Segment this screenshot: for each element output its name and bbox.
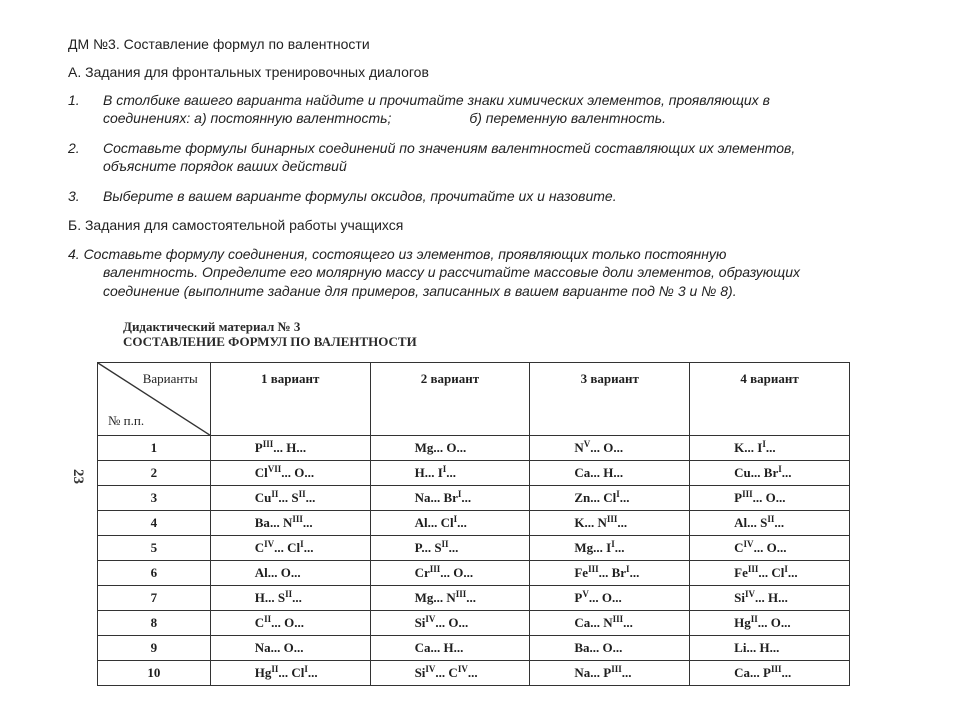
- variant-header-4: 4 вариант: [690, 363, 850, 436]
- element-symbol: H: [768, 590, 779, 605]
- formula-cell-v4: K... $I^I$...: [690, 436, 850, 461]
- formula-cell-v1: $C^{II}$... O...: [210, 611, 370, 636]
- table-row: [98, 561, 850, 586]
- valence-mark: II: [285, 589, 293, 599]
- element-symbol: Ca: [574, 465, 591, 480]
- table-row: [98, 636, 850, 661]
- element-symbol: Ca: [734, 665, 751, 680]
- valence-mark: III: [262, 439, 274, 449]
- valence-mark: III: [292, 514, 303, 524]
- row-number: 2: [98, 461, 211, 486]
- book-title-line-2: СОСТАВЛЕНИЕ ФОРМУЛ ПО ВАЛЕНТНОСТИ: [123, 334, 417, 349]
- element-symbol: I: [606, 540, 612, 555]
- element-symbol: Br: [611, 565, 627, 580]
- formula-cell-v1: Al... O...: [210, 561, 370, 586]
- valence-mark: III: [606, 514, 618, 524]
- element-symbol: N: [446, 590, 456, 605]
- task-3-number: 3.: [68, 188, 80, 204]
- formula-cell-v2: H... $I^I$...: [370, 461, 530, 486]
- valence-mark: I: [626, 564, 630, 574]
- formula-cell-v3: Zn... $Cl^I$...: [530, 486, 690, 511]
- valence-mark: IV: [745, 589, 756, 599]
- element-symbol: K: [574, 515, 585, 530]
- element-symbol: Mg: [574, 540, 594, 555]
- element-symbol: N: [282, 515, 293, 530]
- task-3-line-1: Выберите в вашем варианте формулы оксидов, прочитайте их и назовите.: [103, 188, 617, 204]
- element-symbol: I: [437, 465, 443, 480]
- valence-mark: I: [453, 514, 458, 524]
- formula-cell-v1: Na... O...: [210, 636, 370, 661]
- element-symbol: S: [277, 590, 286, 605]
- formula-cell-v3: $P^V$... O...: [530, 586, 690, 611]
- valence-mark: IV: [264, 539, 275, 549]
- task-2-number: 2.: [68, 140, 80, 156]
- valence-mark: II: [767, 514, 775, 524]
- element-symbol: Fe: [734, 565, 748, 580]
- element-symbol: Zn: [574, 490, 591, 505]
- element-symbol: C: [254, 615, 265, 630]
- element-symbol: O: [446, 440, 457, 455]
- valence-mark: IV: [743, 539, 754, 549]
- element-symbol: C: [254, 540, 265, 555]
- formula-cell-v4: $Fe^{III}$... $Cl^I$...: [690, 561, 850, 586]
- row-number: 7: [98, 586, 211, 611]
- row-number: 10: [98, 661, 211, 686]
- valence-mark: I: [611, 539, 615, 549]
- element-symbol: I: [757, 440, 763, 455]
- valence-mark: I: [784, 564, 788, 574]
- element-symbol: P: [414, 540, 422, 555]
- valence-mark: II: [441, 539, 449, 549]
- row-number: 9: [98, 636, 211, 661]
- element-symbol: C: [448, 665, 458, 680]
- task-1-option-b: б) переменную валентность.: [469, 110, 666, 126]
- element-symbol: Br: [443, 490, 458, 505]
- element-symbol: S: [434, 540, 442, 555]
- corner-label-number: № п.п.: [108, 413, 145, 428]
- element-symbol: Cl: [287, 540, 301, 555]
- formula-cell-v2: Mg... O...: [370, 436, 530, 461]
- element-symbol: O: [601, 590, 612, 605]
- element-symbol: Hg: [254, 665, 272, 680]
- valence-mark: II: [271, 489, 279, 499]
- element-symbol: Fe: [574, 565, 589, 580]
- element-symbol: Ba: [254, 515, 270, 530]
- formula-cell-v2: Na... $Br^I$...: [370, 486, 530, 511]
- valence-mark: II: [298, 489, 306, 499]
- element-symbol: S: [760, 515, 768, 530]
- valence-mark: III: [747, 564, 759, 574]
- element-symbol: O: [280, 565, 291, 580]
- table-row: [98, 536, 850, 561]
- valence-mark: I: [762, 439, 766, 449]
- formula-cell-v2: Ca... H...: [370, 636, 530, 661]
- table-corner-cell: [98, 363, 211, 436]
- valence-mark: I: [457, 489, 462, 499]
- formula-cell-v2: Mg... $N^{III}$...: [370, 586, 530, 611]
- element-symbol: Si: [734, 590, 745, 605]
- task-4-line-2: валентность. Определите его молярную массу и рассчитайте массовые доли элементов, образующих: [103, 264, 800, 280]
- formula-cell-v1: $P^{III}$... H...: [210, 436, 370, 461]
- formula-cell-v2: $Cr^{III}$... O...: [370, 561, 530, 586]
- formula-cell-v4: Ca... $P^{III}$...: [690, 661, 850, 686]
- row-number: 1: [98, 436, 211, 461]
- row-number: 5: [98, 536, 211, 561]
- formula-cell-v4: $Si^{IV}$... H...: [690, 586, 850, 611]
- task-2-line-2: объясните порядок ваших действий: [103, 158, 347, 174]
- formula-cell-v1: $Cu^{II}$... $S^{II}$...: [210, 486, 370, 511]
- task-2-line-1: Составьте формулы бинарных соединений по значениям валентностей составляющих их элементов,: [103, 140, 796, 156]
- valence-mark: III: [771, 664, 782, 674]
- valence-mark: IV: [457, 664, 468, 674]
- formula-cell-v4: Cu... $Br^I$...: [690, 461, 850, 486]
- table-row: [98, 661, 850, 686]
- element-symbol: O: [283, 640, 294, 655]
- element-symbol: Br: [763, 465, 779, 480]
- element-symbol: N: [603, 615, 613, 630]
- element-symbol: O: [603, 440, 614, 455]
- element-symbol: H: [759, 640, 770, 655]
- table-row: [98, 611, 850, 636]
- valence-mark: III: [742, 489, 753, 499]
- element-symbol: Na: [574, 665, 591, 680]
- corner-label-variants: Варианты: [142, 371, 198, 386]
- element-symbol: Cu: [734, 465, 751, 480]
- formula-cell-v3: Ca... $N^{III}$...: [530, 611, 690, 636]
- element-symbol: Cl: [254, 465, 268, 480]
- task-1-number: 1.: [68, 92, 80, 108]
- formula-cell-v4: $Hg^{II}$... O...: [690, 611, 850, 636]
- valence-mark: IV: [425, 614, 436, 624]
- formula-cell-v1: $C^{IV}$... $Cl^I$...: [210, 536, 370, 561]
- element-symbol: O: [766, 540, 777, 555]
- table-row: [98, 586, 850, 611]
- variant-header-1: 1 вариант: [210, 363, 370, 436]
- element-symbol: Na: [254, 640, 271, 655]
- element-symbol: Cr: [414, 565, 430, 580]
- element-symbol: H: [603, 465, 614, 480]
- section-a-heading: А. Задания для фронтальных тренировочных диалогов: [68, 64, 429, 80]
- element-symbol: Ba: [574, 640, 590, 655]
- element-symbol: O: [765, 490, 776, 505]
- valence-mark: I: [778, 464, 782, 474]
- formula-cell-v3: Ca... H...: [530, 461, 690, 486]
- formula-cell-v4: $P^{III}$... O...: [690, 486, 850, 511]
- table-row: [98, 486, 850, 511]
- element-symbol: Ca: [414, 640, 431, 655]
- element-symbol: Cu: [254, 490, 272, 505]
- valence-table: [97, 362, 850, 686]
- task-1-line-2: [103, 109, 666, 127]
- element-symbol: O: [284, 615, 295, 630]
- valence-mark: III: [588, 564, 599, 574]
- element-symbol: S: [291, 490, 299, 505]
- section-b-heading: Б. Задания для самостоятельной работы учащихся: [68, 217, 404, 233]
- row-number: 6: [98, 561, 211, 586]
- element-symbol: H: [254, 590, 265, 605]
- element-symbol: K: [734, 440, 745, 455]
- formula-cell-v1: H... $S^{II}$...: [210, 586, 370, 611]
- row-number: 4: [98, 511, 211, 536]
- valence-mark: I: [304, 664, 308, 674]
- valence-mark: III: [455, 589, 467, 599]
- valence-mark: I: [616, 489, 620, 499]
- element-symbol: P: [763, 665, 771, 680]
- formula-cell-v2: P... $S^{II}$...: [370, 536, 530, 561]
- element-symbol: H: [286, 440, 297, 455]
- element-symbol: H: [414, 465, 425, 480]
- formula-cell-v3: Mg... $I^I$...: [530, 536, 690, 561]
- element-symbol: Mg: [414, 590, 434, 605]
- element-symbol: Al: [734, 515, 748, 530]
- element-symbol: P: [734, 490, 743, 505]
- formula-cell-v2: Al... $Cl^I$...: [370, 511, 530, 536]
- valence-mark: VII: [267, 464, 282, 474]
- element-symbol: O: [453, 565, 464, 580]
- element-symbol: Ca: [574, 615, 591, 630]
- valence-mark: II: [750, 614, 758, 624]
- element-symbol: Hg: [734, 615, 751, 630]
- table-row: [98, 436, 850, 461]
- element-symbol: Cl: [440, 515, 454, 530]
- element-symbol: Mg: [414, 440, 434, 455]
- formula-cell-v3: Na... $P^{III}$...: [530, 661, 690, 686]
- element-symbol: O: [602, 640, 613, 655]
- element-symbol: O: [294, 465, 305, 480]
- formula-cell-v4: Li... H...: [690, 636, 850, 661]
- task-1-line-1: В столбике вашего варианта найдите и прочитайте знаки химических элементов, проявляющих в: [103, 92, 770, 108]
- element-symbol: P: [603, 665, 612, 680]
- task-4-line-1: 4. Составьте формулу соединения, состоящего из элементов, проявляющих только постоянную: [68, 246, 727, 262]
- row-number: 8: [98, 611, 211, 636]
- element-symbol: Si: [414, 615, 426, 630]
- element-symbol: H: [443, 640, 454, 655]
- valence-mark: IV: [425, 664, 436, 674]
- formula-cell-v2: $Si^{IV}$... O...: [370, 611, 530, 636]
- task-4-line-3: соединение (выполните задание для примеров, записанных в вашем варианте под № 3 и № 8).: [103, 283, 737, 299]
- element-symbol: C: [734, 540, 744, 555]
- book-title-line-1: Дидактический материал № 3: [123, 319, 301, 334]
- valence-mark: III: [612, 614, 624, 624]
- element-symbol: Cl: [771, 565, 785, 580]
- element-symbol: O: [448, 615, 459, 630]
- variant-header-2: 2 вариант: [370, 363, 530, 436]
- formula-cell-v1: $Hg^{II}$... $Cl^I$...: [210, 661, 370, 686]
- element-symbol: Li: [734, 640, 747, 655]
- valence-mark: III: [429, 564, 441, 574]
- formula-cell-v1: $Cl^{VII}$... O...: [210, 461, 370, 486]
- formula-cell-v1: Ba... $N^{III}$...: [210, 511, 370, 536]
- formula-cell-v3: $Fe^{III}$... $Br^I$...: [530, 561, 690, 586]
- element-symbol: P: [254, 440, 263, 455]
- table-row: [98, 511, 850, 536]
- row-number: 3: [98, 486, 211, 511]
- valence-mark: I: [442, 464, 447, 474]
- formula-cell-v2: $Si^{IV}$... $C^{IV}$...: [370, 661, 530, 686]
- formula-cell-v4: Al... $S^{II}$...: [690, 511, 850, 536]
- valence-mark: II: [271, 664, 279, 674]
- table-row: [98, 461, 850, 486]
- valence-mark: I: [300, 539, 304, 549]
- element-symbol: Cl: [291, 665, 305, 680]
- table-header-row: [98, 363, 850, 436]
- valence-mark: II: [264, 614, 272, 624]
- document-title: ДМ №3. Составление формул по валентности: [68, 36, 370, 52]
- valence-mark: V: [582, 589, 589, 599]
- formula-cell-v3: K... $N^{III}$...: [530, 511, 690, 536]
- formula-cell-v3: $N^V$... O...: [530, 436, 690, 461]
- element-symbol: N: [597, 515, 607, 530]
- element-symbol: Na: [414, 490, 431, 505]
- task-1-option-a: соединениях: а) постоянную валентность;: [103, 110, 392, 126]
- element-symbol: Al: [414, 515, 428, 530]
- element-symbol: Al: [254, 565, 268, 580]
- valence-mark: V: [583, 439, 591, 449]
- valence-mark: III: [611, 664, 622, 674]
- element-symbol: N: [574, 440, 584, 455]
- formula-cell-v4: $C^{IV}$... O...: [690, 536, 850, 561]
- element-symbol: O: [770, 615, 781, 630]
- element-symbol: Cl: [603, 490, 617, 505]
- element-symbol: Si: [414, 665, 426, 680]
- page-number: 23: [70, 469, 86, 484]
- formula-cell-v3: Ba... O...: [530, 636, 690, 661]
- variant-header-3: 3 вариант: [530, 363, 690, 436]
- element-symbol: P: [574, 590, 583, 605]
